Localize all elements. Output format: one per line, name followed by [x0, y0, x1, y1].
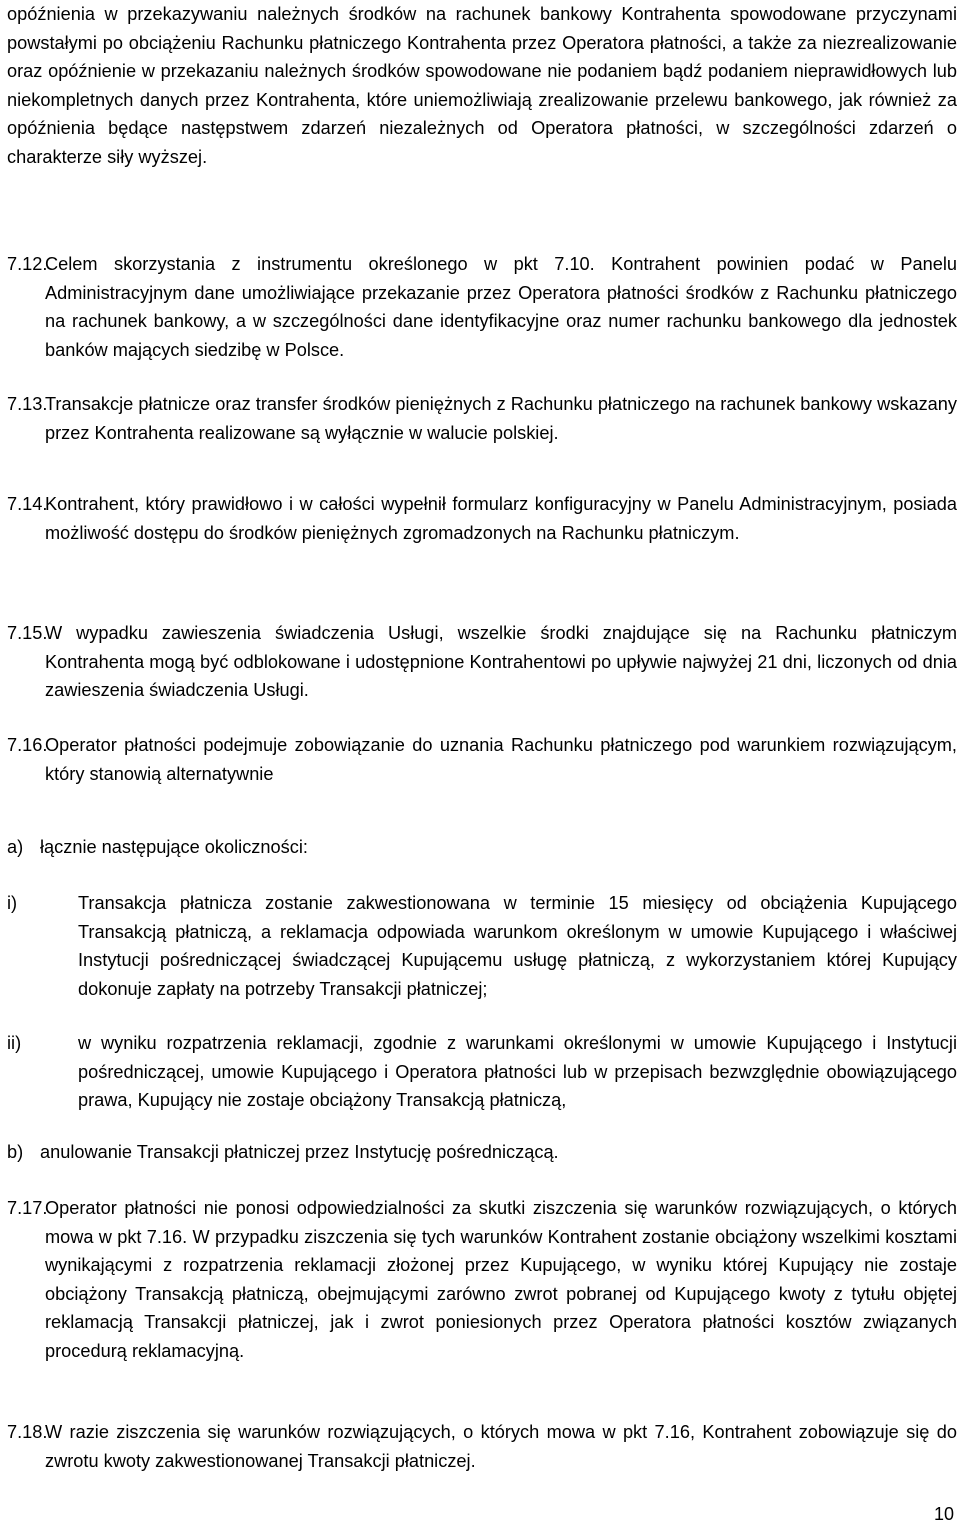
condition-text: anulowanie Transakcji płatniczej przez Instytucję pośredniczącą.: [40, 1142, 559, 1162]
condition-marker: ii): [7, 1033, 22, 1053]
section-text: Transakcje płatnicze oraz transfer środków pieniężnych z Rachunku płatniczego na rachunek bankowy wskazany przez Kontrahenta realizowane są wyłącznie w walucie polskiej.: [45, 394, 957, 443]
condition-text: Transakcja płatnicza zostanie zakwestionowana w terminie 15 miesięcy od obciążenia Kupującego Transakcją płatniczą, a reklamacja odpowiada warunkom określonym w umowie Kupującego i właściwej Instytucji pośredniczącej świadczącej Kupującemu usługę płatniczą, z wykorzystaniem której Kupujący dokonuje zapłaty na potrzeby Transakcji płatniczej;: [78, 893, 957, 999]
condition-i: [7, 889, 957, 1003]
section-number: 7.16.: [7, 735, 48, 755]
section-text: Kontrahent, który prawidłowo i w całości wypełnił formularz konfiguracyjny w Panelu Administracyjnym, posiada możliwość dostępu do środków pieniężnych zgromadzonych na Rachunku płatniczym.: [45, 494, 957, 543]
condition-b: [7, 1138, 957, 1167]
section-text: Operator płatności podejmuje zobowiązanie do uznania Rachunku płatniczego pod warunkiem rozwiązującym, który stanowią alternatywnie: [45, 735, 957, 784]
section-7-13: [7, 390, 957, 447]
section-number: 7.12.: [7, 254, 48, 274]
condition-ii: [7, 1029, 957, 1115]
section-7-16: [7, 731, 957, 788]
section-text: W wypadku zawieszenia świadczenia Usługi, wszelkie środki znajdujące się na Rachunku płatniczym Kontrahenta mogą być odblokowane i udostępnione Kontrahentowi po upływie najwyżej 21 dni, liczonych od dnia zawieszenia świadczenia Usługi.: [45, 623, 957, 700]
condition-marker: a): [7, 837, 24, 857]
section-7-14: [7, 490, 957, 547]
condition-text: łącznie następujące okoliczności:: [40, 837, 308, 857]
section-number: 7.14.: [7, 494, 48, 514]
section-number: 7.13.: [7, 394, 48, 414]
condition-a: [7, 833, 957, 862]
condition-marker: b): [7, 1142, 24, 1162]
section-number: 7.17.: [7, 1198, 48, 1218]
section-7-15: [7, 619, 957, 705]
section-text: Celem skorzystania z instrumentu określonego w pkt 7.10. Kontrahent powinien podać w Panelu Administracyjnym dane umożliwiające przekazanie przez Operatora płatności środków z Rachunku płatniczego na rachunek bankowy, a w szczególności dane identyfikacyjne oraz numer rachunku bankowego dla jednostek banków mających siedzibę w Polsce.: [45, 254, 957, 360]
page-number: 10: [933, 1504, 954, 1524]
section-number: 7.18.: [7, 1422, 48, 1442]
section-7-17: [7, 1194, 957, 1365]
section-7-12: [7, 250, 957, 364]
section-7-18: [7, 1418, 957, 1475]
condition-marker: i): [7, 893, 18, 913]
condition-text: w wyniku rozpatrzenia reklamacji, zgodnie z warunkami określonymi w umowie Kupującego i Instytucji pośredniczącej, umowie Kupującego i Operatora płatności lub w przepisach bezwzględnie obowiązującego prawa, Kupujący nie zostaje obciążony Transakcją płatniczą,: [78, 1033, 957, 1110]
section-text: Operator płatności nie ponosi odpowiedzialności za skutki ziszczenia się warunków rozwiązujących, o których mowa w pkt 7.16. W przypadku ziszczenia się tych warunków Kontrahent zostanie obciążony wszelkimi kosztami wynikającymi z rozpatrzenia reklamacji złożonej przez Kupującego, w wyniku której Kupujący nie zostaje obciążony Transakcją płatniczą, obejmującymi zarówno zwrot pobranej od Kupującego kwoty z tytułu objętej reklamacją Transakcji płatniczej, jak i zwrot poniesionych przez Operatora płatności kosztów związanych procedurą reklamacyjną.: [45, 1198, 957, 1361]
section-number: 7.15.: [7, 623, 48, 643]
intro-paragraph: opóźnienia w przekazywaniu należnych środków na rachunek bankowy Kontrahenta spowodowane przyczynami powstałymi po obciążeniu Rachunku płatniczego Kontrahenta przez Operatora płatności, a także za niezrealizowanie oraz opóźnienie w przekazaniu należnych środków spowodowane nie podaniem bądź podaniem nieprawidłowych lub niekompletnych danych przez Kontrahenta, które uniemożliwiają zrealizowanie przelewu bankowego, jak również za opóźnienia będące następstwem zdarzeń niezależnych od Operatora płatności, w szczególności zdarzeń o charakterze siły wyższej.: [7, 4, 957, 167]
section-text: W razie ziszczenia się warunków rozwiązujących, o których mowa w pkt 7.16, Kontrahent zobowiązuje się do zwrotu kwoty zakwestionowanej Transakcji płatniczej.: [45, 1422, 957, 1471]
